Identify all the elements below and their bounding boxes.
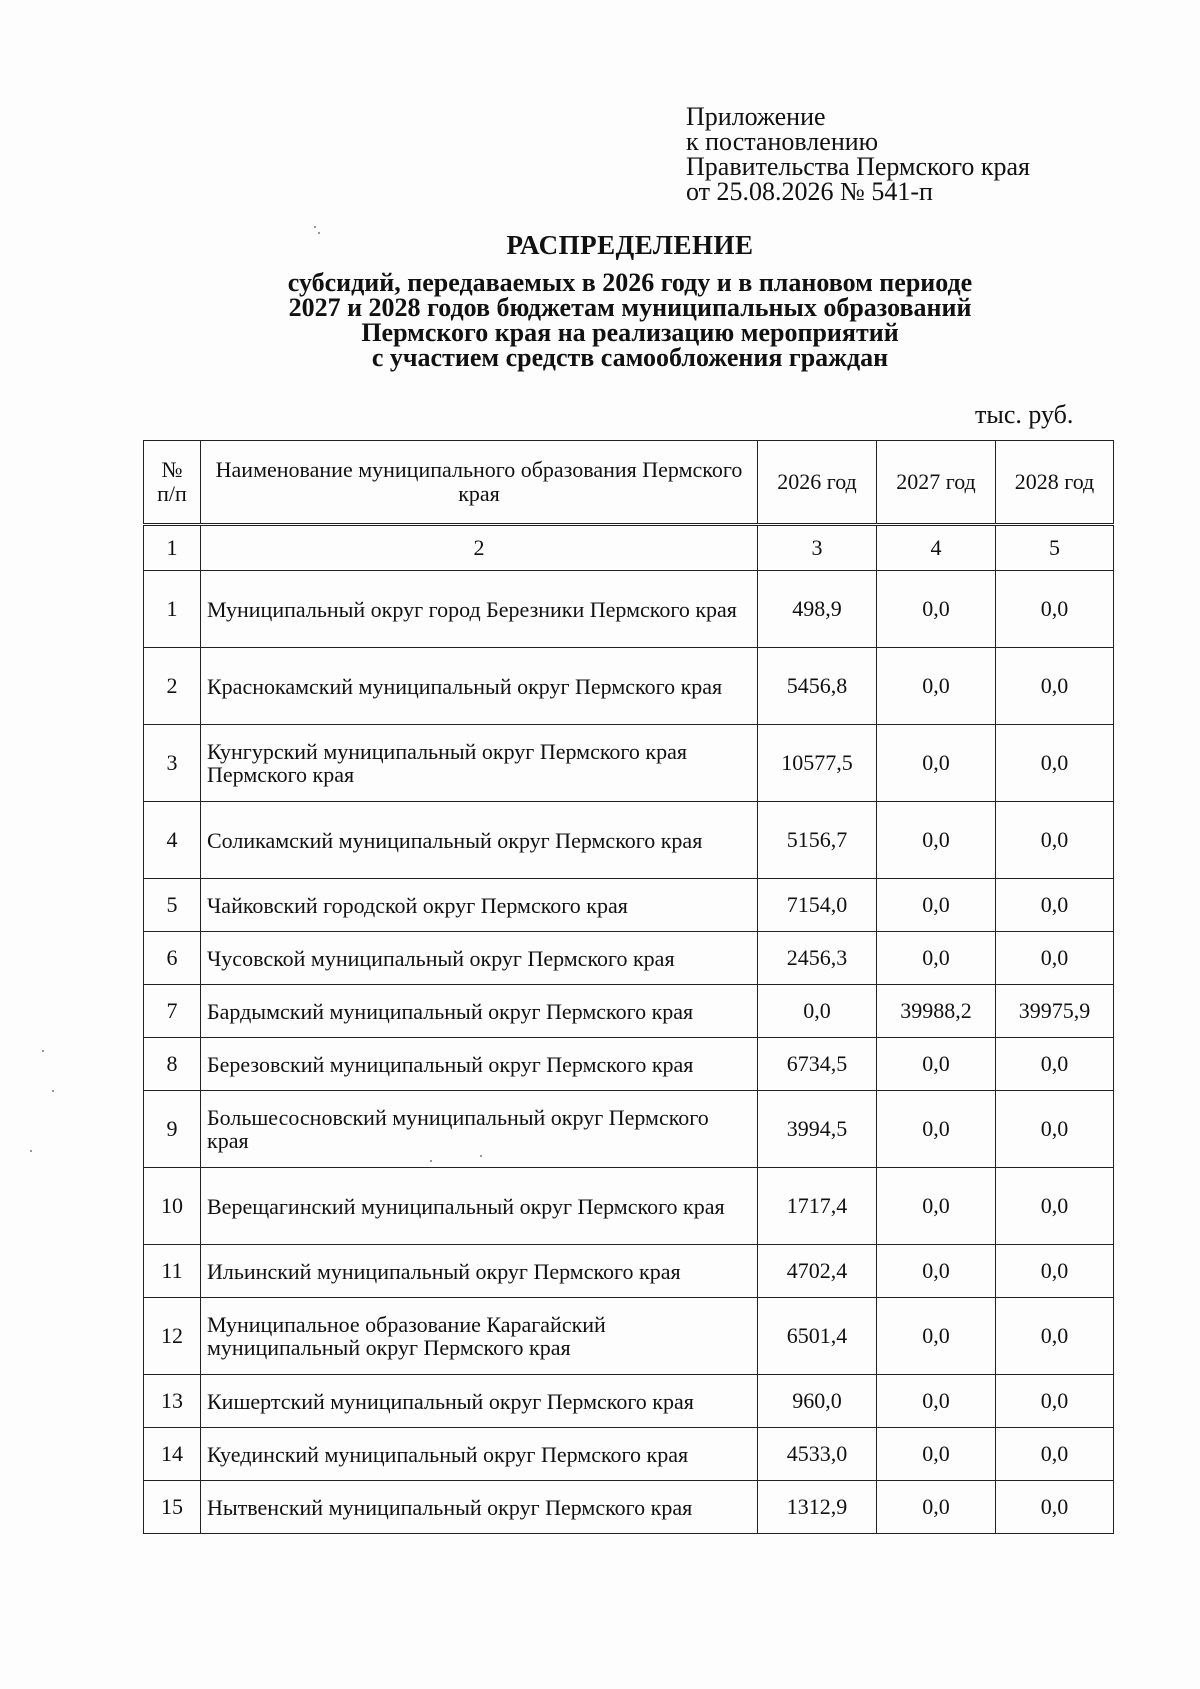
row-number: 10 [144,1168,201,1245]
appendix-line-4: от 25.08.2026 № 541-п [686,177,933,206]
row-value-2026: 2456,3 [758,932,877,985]
row-municipality-name: Кунгурский муниципальный округ Пермского края Пермского края [201,725,758,802]
row-number: 12 [144,1298,201,1375]
row-value-2027: 0,0 [877,802,996,879]
scan-speck [52,1090,54,1092]
row-municipality-name: Муниципальный округ город Березники Пермского края [201,571,758,648]
row-value-2028: 0,0 [996,571,1114,648]
table-row [144,1298,1114,1375]
row-value-2026: 498,9 [758,571,877,648]
row-value-2028: 0,0 [996,1091,1114,1168]
table-row [144,725,1114,802]
row-municipality-name: Ильинский муниципальный округ Пермского края [201,1245,758,1298]
subtitle-line-2: 2027 и 2028 годов бюджетам муниципальных образований [288,293,972,322]
scan-speck [480,1155,482,1157]
row-municipality-name: Чайковский городской округ Пермского края [201,879,758,932]
table-row [144,879,1114,932]
table-row [144,1428,1114,1481]
row-number: 6 [144,932,201,985]
row-value-2027: 0,0 [877,648,996,725]
subtitle-line-3: Пермского края на реализацию мероприятий [361,318,899,347]
header-num: № п/п [144,441,201,525]
row-municipality-name: Березовский муниципальный округ Пермского края [201,1038,758,1091]
row-value-2027: 0,0 [877,879,996,932]
column-number: 1 [144,525,201,571]
row-municipality-name: Чусовской муниципальный округ Пермского края [201,932,758,985]
units-label: тыс. руб. [975,400,1074,429]
table-row [144,571,1114,648]
row-value-2027: 0,0 [877,1245,996,1298]
row-value-2028: 0,0 [996,1298,1114,1375]
row-number: 7 [144,985,201,1038]
row-municipality-name: Нытвенский муниципальный округ Пермского края [201,1481,758,1534]
scan-speck [314,226,316,228]
document-title: РАСПРЕДЕЛЕНИЕ [506,230,754,260]
column-number: 5 [996,525,1114,571]
row-value-2026: 3994,5 [758,1091,877,1168]
scan-speck [430,1160,432,1162]
column-number: 3 [758,525,877,571]
column-numbers-row [144,525,1114,571]
row-value-2026: 1717,4 [758,1168,877,1245]
row-value-2027: 0,0 [877,1428,996,1481]
row-number: 15 [144,1481,201,1534]
row-number: 4 [144,802,201,879]
row-value-2026: 0,0 [758,985,877,1038]
row-value-2026: 4702,4 [758,1245,877,1298]
row-value-2028: 0,0 [996,725,1114,802]
row-number: 5 [144,879,201,932]
subtitle-line-1: субсидий, передаваемых в 2026 году и в плановом периоде [287,268,973,297]
table-header-row [144,441,1114,525]
row-municipality-name: Бардымский муниципальный округ Пермского края [201,985,758,1038]
appendix-line-1: Приложение [686,102,826,131]
header-2028: 2028 год [996,441,1114,525]
row-municipality-name: Верещагинский муниципальный округ Пермского края [201,1168,758,1245]
row-value-2027: 0,0 [877,1091,996,1168]
row-municipality-name: Кишертский муниципальный округ Пермского края [201,1375,758,1428]
row-value-2026: 4533,0 [758,1428,877,1481]
header-name: Наименование муниципального образования Пермского края [201,441,758,525]
row-municipality-name: Куединский муниципальный округ Пермского края [201,1428,758,1481]
table-row [144,1481,1114,1534]
scan-speck [30,1150,32,1152]
row-value-2027: 0,0 [877,932,996,985]
table-row [144,1038,1114,1091]
row-value-2028: 39975,9 [996,985,1114,1038]
table-row [144,1375,1114,1428]
row-municipality-name: Большесосновский муниципальный округ Пермского края [201,1091,758,1168]
row-municipality-name: Соликамский муниципальный округ Пермского края [201,802,758,879]
row-number: 14 [144,1428,201,1481]
row-value-2026: 10577,5 [758,725,877,802]
row-value-2027: 0,0 [877,1168,996,1245]
row-value-2028: 0,0 [996,879,1114,932]
appendix-line-3: Правительства Пермского края [686,152,1030,181]
row-value-2028: 0,0 [996,1428,1114,1481]
row-value-2028: 0,0 [996,1481,1114,1534]
table-row [144,1091,1114,1168]
row-value-2028: 0,0 [996,1038,1114,1091]
column-number: 4 [877,525,996,571]
table-row [144,1245,1114,1298]
row-value-2028: 0,0 [996,1245,1114,1298]
row-value-2026: 5156,7 [758,802,877,879]
row-value-2026: 6501,4 [758,1298,877,1375]
row-number: 9 [144,1091,201,1168]
appendix-line-2: к постановлению [686,127,879,156]
row-municipality-name: Муниципальное образование Карагайский муниципальный округ Пермского края [201,1298,758,1375]
row-value-2026: 6734,5 [758,1038,877,1091]
table-row [144,648,1114,725]
row-value-2028: 0,0 [996,802,1114,879]
row-value-2028: 0,0 [996,648,1114,725]
header-2026: 2026 год [758,441,877,525]
row-number: 3 [144,725,201,802]
row-value-2028: 0,0 [996,1375,1114,1428]
row-value-2026: 1312,9 [758,1481,877,1534]
row-value-2028: 0,0 [996,932,1114,985]
row-municipality-name: Краснокамский муниципальный округ Пермского края [201,648,758,725]
row-value-2026: 7154,0 [758,879,877,932]
row-value-2027: 0,0 [877,1481,996,1534]
row-value-2027: 39988,2 [877,985,996,1038]
row-value-2028: 0,0 [996,1168,1114,1245]
row-number: 2 [144,648,201,725]
row-value-2026: 5456,8 [758,648,877,725]
column-number: 2 [201,525,758,571]
table-row [144,932,1114,985]
row-value-2027: 0,0 [877,725,996,802]
row-number: 13 [144,1375,201,1428]
table-row [144,802,1114,879]
row-value-2027: 0,0 [877,1038,996,1091]
document-subtitle [200,270,1060,370]
table-row [144,985,1114,1038]
row-number: 1 [144,571,201,648]
appendix-block [686,104,1030,204]
distribution-table [143,440,1114,1534]
table-row [144,1168,1114,1245]
header-2027: 2027 год [877,441,996,525]
row-number: 8 [144,1038,201,1091]
scan-speck [42,1050,44,1052]
row-value-2026: 960,0 [758,1375,877,1428]
subtitle-line-4: с участием средств самообложения граждан [371,343,889,372]
row-number: 11 [144,1245,201,1298]
row-value-2027: 0,0 [877,1298,996,1375]
scan-speck [318,232,320,234]
row-value-2027: 0,0 [877,1375,996,1428]
row-value-2027: 0,0 [877,571,996,648]
